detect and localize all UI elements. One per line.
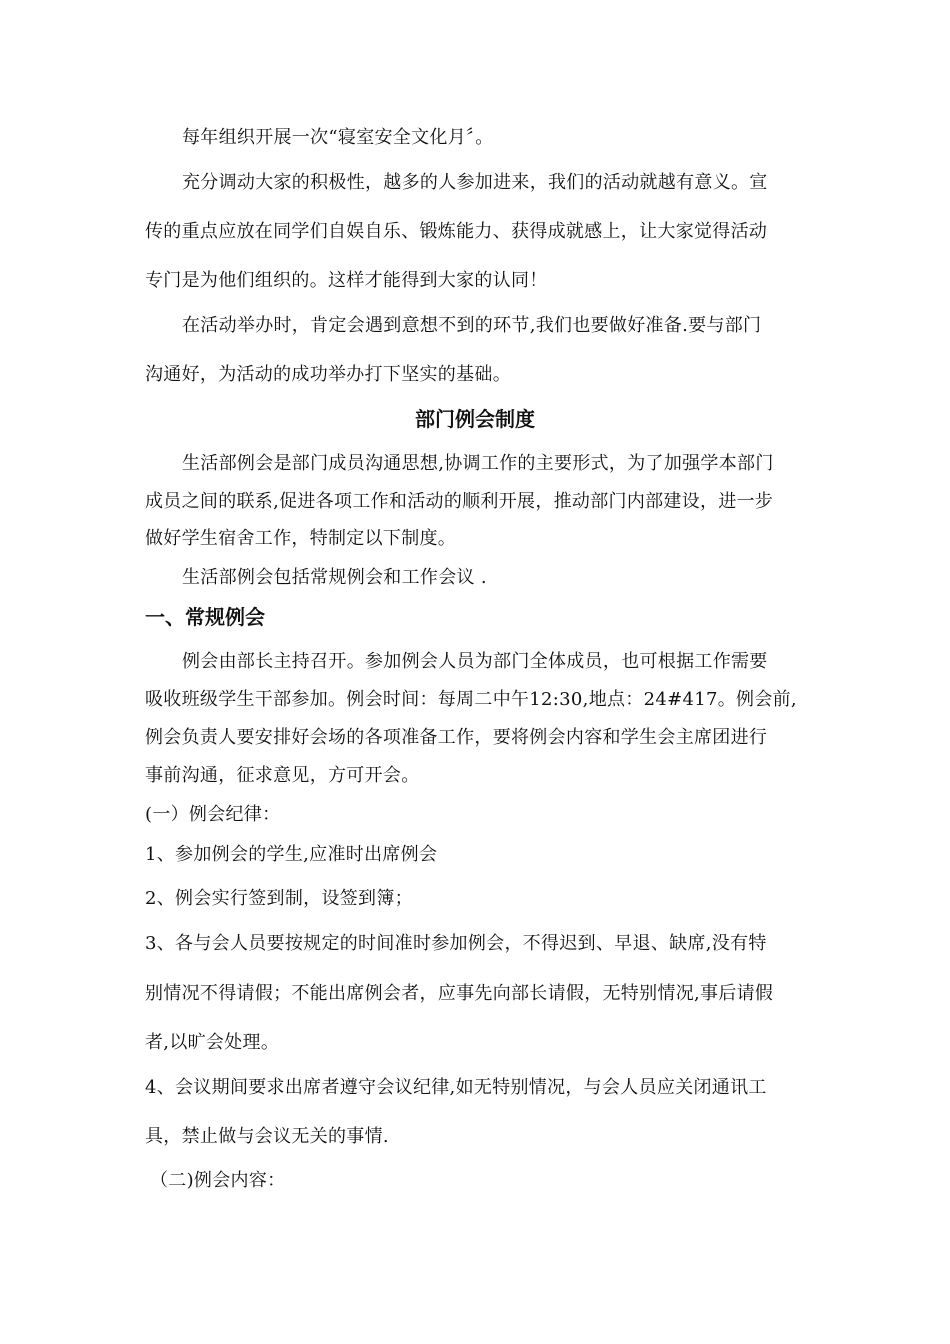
subheading-discipline: (一）例会纪律：	[145, 804, 281, 825]
rule-line: 者,以旷会处理。	[145, 1032, 280, 1053]
intro-line: 成员之间的联系,促进各项工作和活动的顺利开展，推动部门内部建设，进一步	[145, 491, 774, 512]
intro-line: 生活部例会包括常规例会和工作会议 .	[182, 567, 487, 588]
body-line: 例会由部长主持召开。参加例会人员为部门全体成员，也可根据工作需要	[182, 651, 768, 672]
paragraph-line: 每年组织开展一次“寝室安全文化月〞。	[182, 127, 494, 148]
paragraph-line: 在活动举办时，肯定会遇到意想不到的环节,我们也要做好准备.要与部门	[182, 315, 762, 336]
rule-line: 2、例会实行签到制，设签到簿；	[145, 888, 413, 909]
paragraph-line: 传的重点应放在同学们自娱自乐、锻炼能力、获得成就感上，让大家觉得活动	[145, 221, 768, 242]
rule-line: 别情况不得请假；不能出席例会者，应事先向部长请假，无特别情况,事后请假	[145, 983, 774, 1004]
subheading-content: （二)例会内容：	[150, 1170, 286, 1191]
rule-line: 具，禁止做与会议无关的事情.	[145, 1126, 389, 1147]
rule-line: 4、会议期间要求出席者遵守会议纪律,如无特别情况，与会人员应关闭通讯工	[145, 1077, 767, 1098]
body-line: 事前沟通，征求意见，方可开会。	[145, 765, 420, 786]
body-line: 例会负责人要安排好会场的各项准备工作，要将例会内容和学生会主席团进行	[145, 727, 768, 748]
heading-regular-meeting: 一、常规例会	[145, 605, 265, 629]
intro-line: 生活部例会是部门成员沟通思想,协调工作的主要形式，为了加强学本部门	[182, 453, 774, 474]
rule-line: 3、各与会人员要按规定的时间准时参加例会，不得迟到、早退、缺席,没有特	[145, 933, 767, 954]
paragraph-line: 专门是为他们组织的。这样才能得到大家的认同！	[145, 270, 548, 291]
paragraph-line: 沟通好，为活动的成功举办打下坚实的基础。	[145, 364, 511, 385]
paragraph-line: 充分调动大家的积极性，越多的人参加进来，我们的活动就越有意义。宣	[182, 172, 768, 193]
rule-line: 1、参加例会的学生,应准时出席例会	[145, 844, 438, 865]
intro-line: 做好学生宿舍工作，特制定以下制度。	[145, 528, 457, 549]
section-title: 部门例会制度	[415, 407, 535, 431]
body-line: 吸收班级学生干部参加。例会时间：每周二中午12:30,地点：24#417。例会前,	[145, 689, 797, 710]
